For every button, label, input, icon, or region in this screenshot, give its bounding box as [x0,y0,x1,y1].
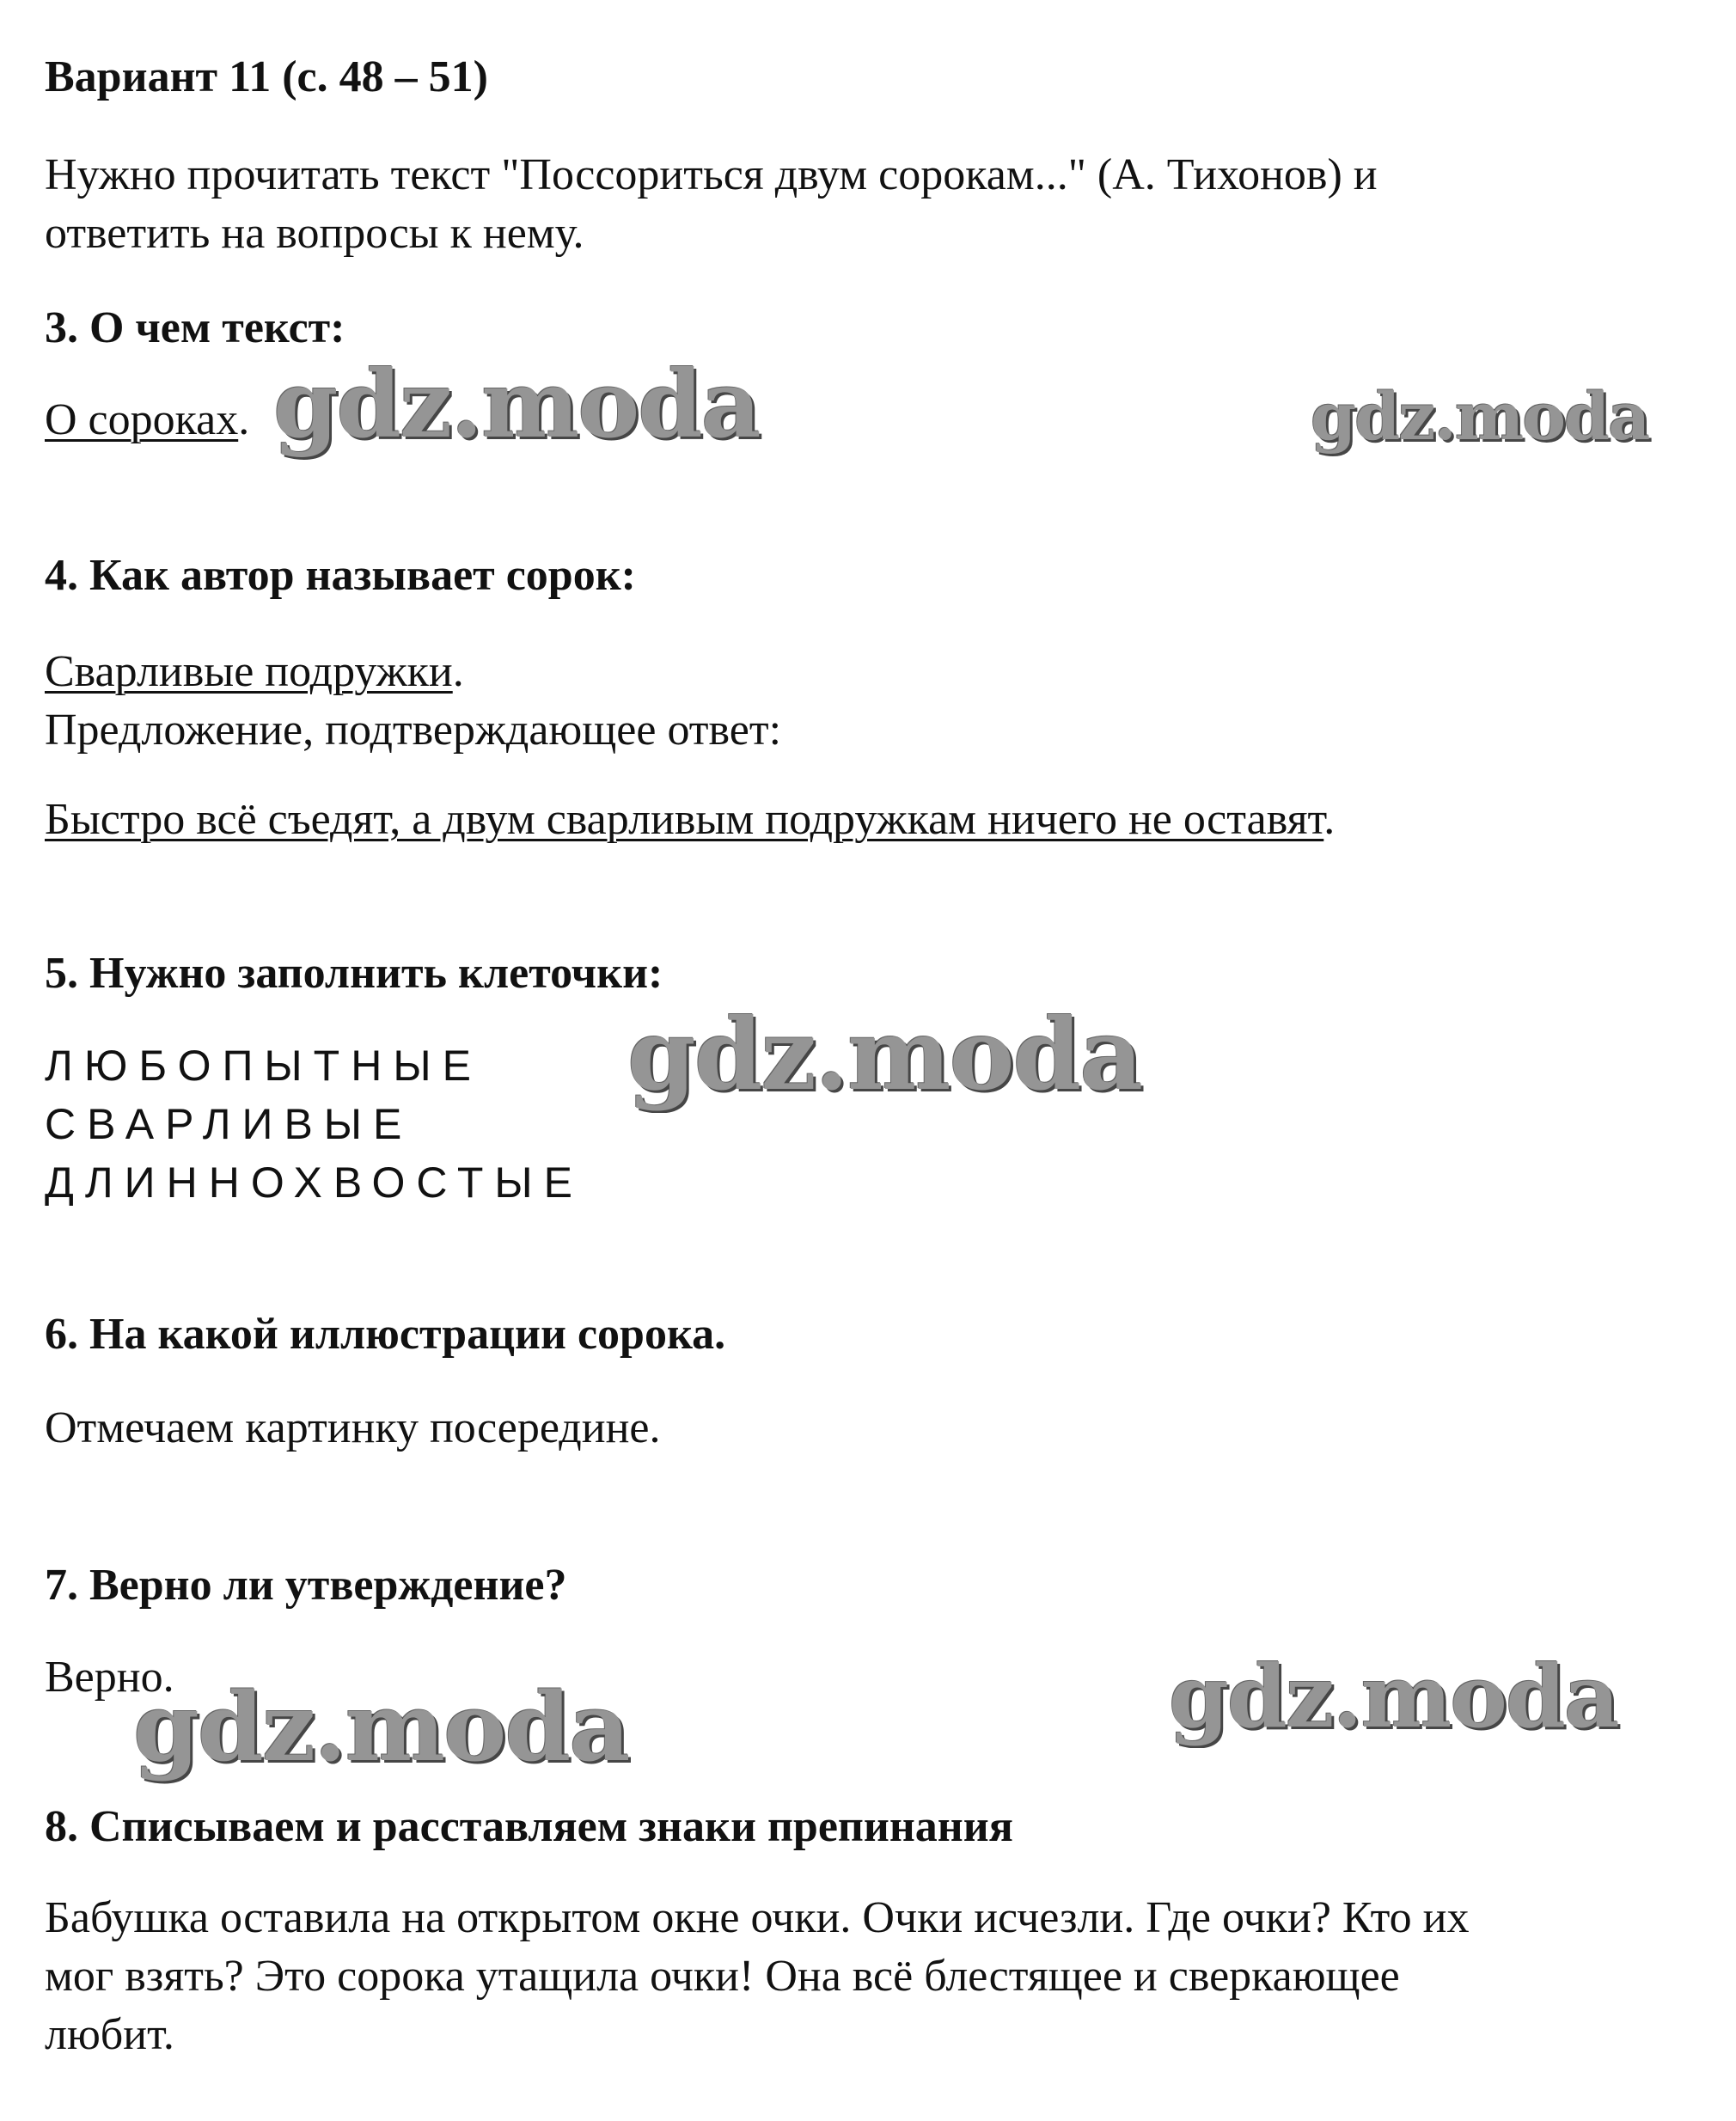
q5-heading: 5. Нужно заполнить клеточки: [45,949,663,998]
q8-line-2: мог взять? Это сорока утащила очки! Она всё блестящее и сверкающее [45,1952,1400,2001]
q4-answer-tail: . [452,647,464,696]
intro-line-2: ответить на вопросы к нему. [45,209,584,258]
q5-word-1: ЛЮБОПЫТНЫЕ [45,1042,482,1090]
q3-answer-tail: . [238,395,250,444]
page-title: Вариант 11 (с. 48 – 51) [45,52,488,101]
q5-word-2: СВАРЛИВЫЕ [45,1100,413,1148]
q6-answer: Отмечаем картинку посередине. [45,1403,661,1452]
intro-line-1: Нужно прочитать текст "Поссориться двум сорокам..." (А. Тихонов) и [45,150,1378,199]
q7-answer: Верно. [45,1653,174,1702]
watermark-logo: gdz.moda [273,351,760,459]
q8-line-3: любит. [45,2010,174,2059]
q3-heading: 3. О чем текст: [45,303,345,352]
q4-answer-line [45,643,464,701]
q6-heading: 6. На какой иллюстрации сорока. [45,1310,726,1359]
q8-heading: 8. Списываем и расставляем знаки препинания [45,1802,1013,1851]
q7-heading: 7. Верно ли утверждение? [45,1561,567,1610]
q3-answer-line [45,391,249,449]
watermark-logo: gdz.moda [627,997,1142,1112]
q4-quote-line [45,791,1335,849]
watermark-logo: gdz.moda [1169,1646,1618,1747]
q4-quote-tail: . [1323,795,1336,844]
watermark-logo: gdz.moda [133,1672,629,1782]
q8-line-1: Бабушка оставила на открытом окне очки. Очки исчезли. Где очки? Кто их [45,1893,1470,1942]
q3-answer: О сороках [45,395,239,444]
q4-quote: Быстро всё съедят, а двум сварливым подружкам ничего не оставят [45,795,1324,844]
q5-word-3: ДЛИННОХВОСТЫЕ [45,1158,584,1207]
watermark-logo: gdz.moda [1311,378,1649,455]
q4-answer: Сварливые подружки [45,647,453,696]
q4-heading: 4. Как автор называет сорок: [45,551,636,600]
q4-sub: Предложение, подтверждающее ответ: [45,706,782,755]
